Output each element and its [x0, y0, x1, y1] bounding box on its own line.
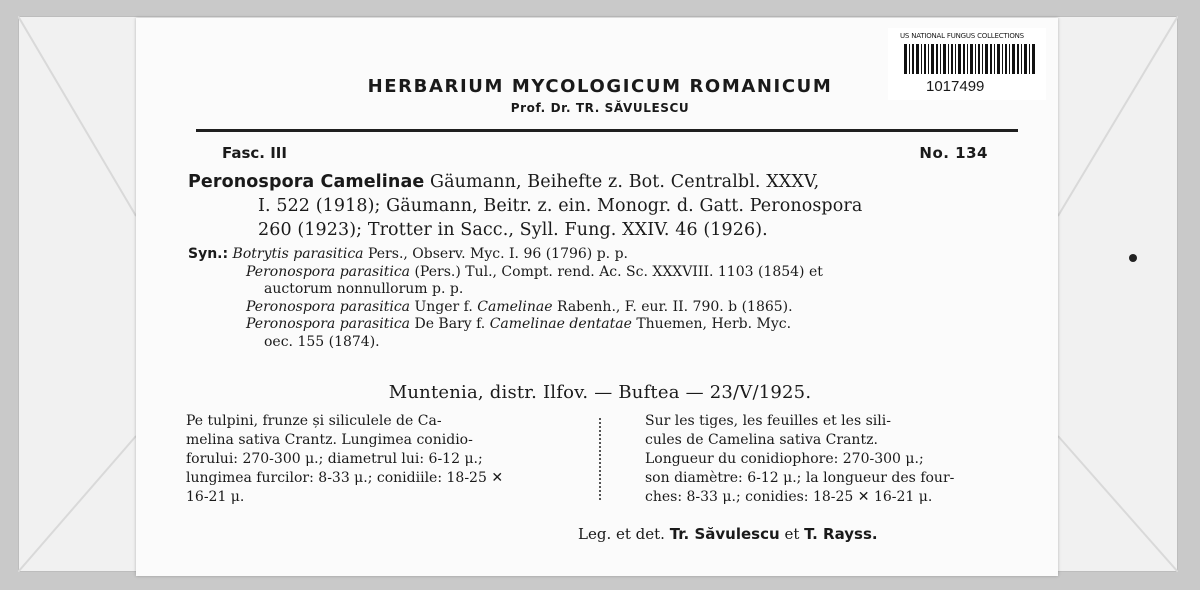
barcode-caption: US NATIONAL FUNGUS COLLECTIONS: [900, 32, 1024, 40]
synonym-row: [188, 264, 1018, 282]
synonym-row: [188, 246, 1018, 264]
synonym-author: De Bary f.: [414, 316, 486, 332]
synonyms-block: [188, 246, 1018, 351]
description-line: forului: 270-300 μ.; diametrul lui: 6-12 μ.;: [186, 451, 483, 467]
description-line: Pe tulpini, frunze și siliculele de Ca-: [186, 413, 442, 429]
citation-line-1: [188, 172, 819, 192]
synonym-forma: Camelinae: [477, 298, 553, 315]
synonym-continuation: auctorum nonnullorum p. p.: [264, 281, 464, 297]
synonym-name: Peronospora parasitica: [246, 263, 411, 280]
description-line: lungimea furcilor: 8-33 μ.; conidiile: 18-25 ✕: [186, 470, 504, 486]
species-name: Peronospora Camelinae: [188, 172, 425, 192]
synonym-continuation: oec. 155 (1874).: [264, 333, 380, 350]
description-french: [645, 412, 1013, 507]
header-rule: [196, 129, 1018, 132]
synonym-row: [188, 299, 1018, 317]
synonym-reference: (Pers.) Tul., Compt. rend. Ac. Sc. XXXVIII. 1103 (1854) et: [414, 263, 823, 280]
collector-name: T. Rayss.: [804, 525, 878, 543]
synonym-reference: Pers., Observ. Myc. I. 96 (1796) p. p.: [367, 246, 628, 262]
collection-locality: Muntenia, distr. Ilfov. — Buftea — 23/V/1925.: [388, 382, 812, 403]
description-line: cules de Camelina sativa Crantz.: [645, 432, 878, 448]
barcode-number: 1017499: [926, 78, 985, 95]
ink-dot: [1129, 254, 1137, 262]
description-line: Sur les tiges, les feuilles et les sili-: [645, 413, 891, 429]
leg-det-prefix: Leg. et det.: [578, 525, 665, 543]
species-citation: [188, 170, 1018, 242]
collector-name: Tr. Săvulescu: [669, 525, 780, 543]
description-line: Longueur du conidiophore: 270-300 μ.;: [645, 451, 924, 467]
leg-det-conjunction: et: [784, 525, 800, 543]
description-line: 16-21 μ.: [186, 489, 245, 505]
description-romanian: [186, 412, 574, 507]
synonym-name: Peronospora parasitica: [246, 316, 411, 332]
synonym-name: Peronospora parasitica: [246, 298, 411, 315]
column-divider: [599, 418, 601, 500]
citation-line-1-rest: Gäumann, Beihefte z. Bot. Centralbl. XXXV,: [430, 172, 820, 192]
synonym-author: Unger f.: [414, 298, 473, 315]
citation-line-2: I. 522 (1918); Gäumann, Beitr. z. ein. Monogr. d. Gatt. Peronospora: [258, 196, 863, 216]
description-line: melina sativa Crantz. Lungimea conidio-: [186, 432, 473, 448]
collector-line: [578, 525, 998, 543]
synonym-row: [188, 316, 1018, 334]
herbarium-title: HERBARIUM MYCOLOGICUM ROMANICUM: [367, 76, 833, 97]
description-line: ches: 8-33 μ.; conidies: 18-25 ✕ 16-21 μ.: [645, 489, 933, 505]
citation-line-3: 260 (1923); Trotter in Sacc., Syll. Fung. XXIV. 46 (1926).: [258, 220, 768, 240]
description-line: son diamètre: 6-12 μ.; la longueur des four-: [645, 470, 955, 486]
synonym-reference: Rabenh., F. eur. II. 790. b (1865).: [556, 298, 793, 315]
synonym-forma: Camelinae dentatae: [489, 316, 632, 332]
herbarium-subtitle: Prof. Dr. TR. SĂVULESCU: [510, 101, 690, 115]
synonym-name: Botrytis parasitica: [232, 246, 364, 262]
specimen-number: No. 134: [919, 144, 988, 162]
fascicle-label: Fasc. III: [222, 144, 287, 162]
synonyms-label: Syn.:: [188, 246, 229, 262]
barcode-image: [904, 44, 1036, 74]
synonym-reference: Thuemen, Herb. Myc.: [636, 316, 792, 332]
